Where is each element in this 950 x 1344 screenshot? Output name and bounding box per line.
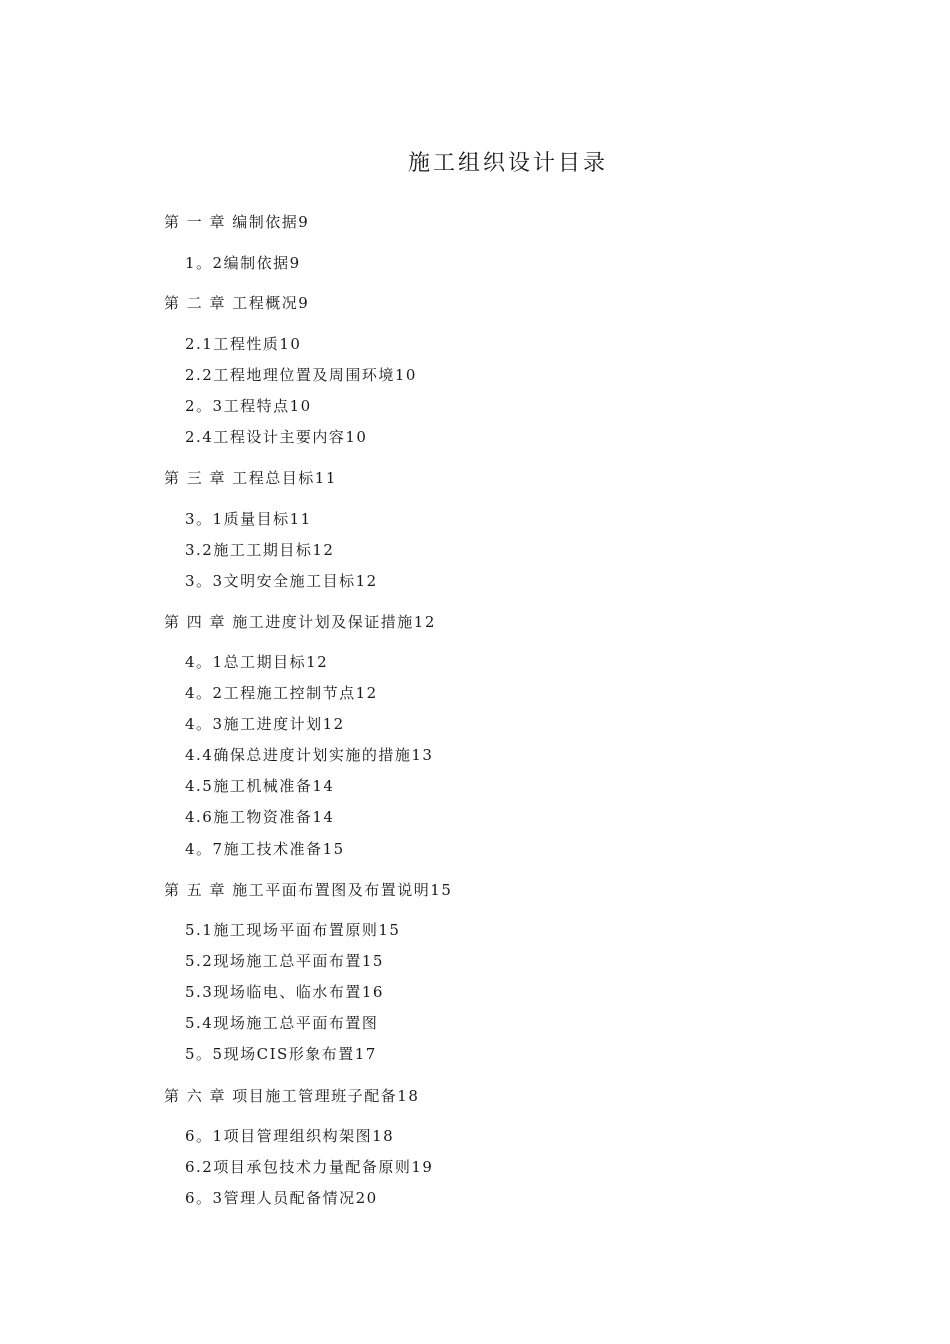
- toc-section[interactable]: 2.2工程地理位置及周围环境10: [185, 366, 417, 384]
- toc-section[interactable]: 4。1总工期目标12: [185, 653, 329, 671]
- toc-section[interactable]: 4。2工程施工控制节点12: [185, 684, 378, 702]
- toc-section[interactable]: 3。1质量目标11: [185, 510, 312, 528]
- toc-section[interactable]: 6。1项目管理组织构架图18: [185, 1127, 395, 1145]
- toc-chapter[interactable]: 第 三 章 工程总目标11: [164, 469, 337, 487]
- toc-section[interactable]: 5.2现场施工总平面布置15: [185, 952, 384, 970]
- document-title: 施工组织设计目录: [407, 151, 608, 176]
- toc-section[interactable]: 3。3文明安全施工目标12: [185, 572, 378, 590]
- toc-section[interactable]: 2。3工程特点10: [185, 397, 312, 415]
- toc-section[interactable]: 6。3管理人员配备情况20: [185, 1189, 378, 1207]
- toc-section[interactable]: 4。3施工进度计划12: [185, 715, 345, 733]
- toc-chapter[interactable]: 第 六 章 项目施工管理班子配备18: [164, 1087, 420, 1105]
- toc-section[interactable]: 1。2编制依据9: [185, 254, 301, 272]
- toc-section[interactable]: 2.4工程设计主要内容10: [185, 428, 368, 446]
- toc-section[interactable]: 6.2项目承包技术力量配备原则19: [185, 1158, 434, 1176]
- toc-section[interactable]: 5.1施工现场平面布置原则15: [185, 921, 401, 939]
- toc-chapter[interactable]: 第 一 章 编制依据9: [164, 213, 310, 231]
- toc-section[interactable]: 4.6施工物资准备14: [185, 808, 335, 826]
- toc-section[interactable]: 5.4现场施工总平面布置图: [185, 1014, 379, 1032]
- toc-chapter[interactable]: 第 四 章 施工进度计划及保证措施12: [164, 613, 436, 631]
- toc-chapter[interactable]: 第 二 章 工程概况9: [164, 294, 310, 312]
- toc-section[interactable]: 2.1工程性质10: [185, 335, 302, 353]
- toc-section[interactable]: 4。7施工技术准备15: [185, 840, 345, 858]
- toc-chapter[interactable]: 第 五 章 施工平面布置图及布置说明15: [164, 881, 453, 899]
- toc-section[interactable]: 3.2施工工期目标12: [185, 541, 335, 559]
- toc-section[interactable]: 4.4确保总进度计划实施的措施13: [185, 746, 434, 764]
- toc-section[interactable]: 4.5施工机械准备14: [185, 777, 335, 795]
- toc-section[interactable]: 5.3现场临电、临水布置16: [185, 983, 384, 1001]
- toc-section[interactable]: 5。5现场CIS形象布置17: [185, 1045, 377, 1063]
